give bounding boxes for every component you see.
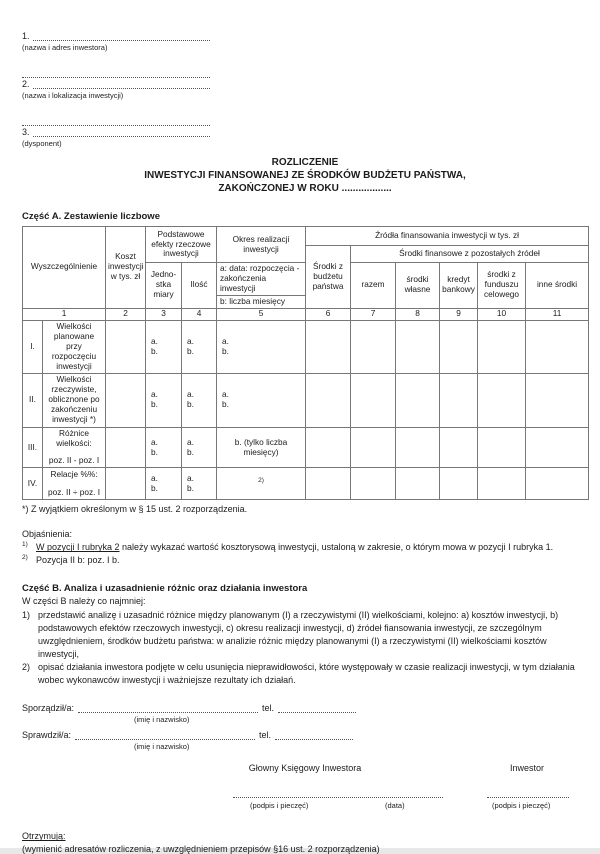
header-okres-group: Okres realizacji inwestycji — [217, 227, 306, 263]
cell-empty — [306, 320, 351, 373]
field-caption: (dysponent) — [22, 139, 62, 148]
fill-in-line — [33, 79, 210, 89]
field-caption: (nazwa i adres inwestora) — [22, 43, 108, 52]
cell-empty — [478, 427, 526, 468]
header-budzet: Środki z budżetu państwa — [306, 246, 351, 309]
header-efekty-group: Podstawowe efekty rzeczowe inwestycji — [146, 227, 217, 263]
cell-empty — [440, 427, 478, 468]
header-okres-a: a: data: rozpoczęcia - zakończenia inwestycji — [217, 263, 305, 296]
item-marker: 1) — [22, 610, 31, 621]
header-zrodla-group: Źródła finansowania inwestycji w tys. zł — [306, 227, 589, 246]
cell-ab — [146, 373, 182, 427]
cell-ab — [146, 320, 182, 373]
cell-empty — [106, 427, 146, 468]
col-number: 3 — [146, 308, 182, 320]
signature-line-right — [487, 797, 569, 798]
fill-in-line — [275, 730, 353, 740]
col-number: 5 — [217, 308, 306, 320]
cell-a: a. — [222, 335, 229, 346]
cell-b: b. — [151, 446, 158, 457]
cell-empty — [351, 468, 396, 500]
row-label-line1: Różnice wielkości: — [56, 427, 92, 448]
cell-empty — [106, 320, 146, 373]
part-b-intro: W części B należy co najmniej: — [22, 596, 146, 607]
cell-empty — [106, 468, 146, 500]
cell-b: b. — [151, 399, 158, 410]
prepared-by-label: Sporządził/a: — [22, 703, 75, 714]
col-number: 6 — [306, 308, 351, 320]
cell-b: b. — [187, 345, 194, 356]
prepared-by-row — [22, 703, 362, 713]
col-number: 9 — [440, 308, 478, 320]
cell-b: b. — [187, 446, 194, 457]
fill-in-line — [33, 31, 210, 41]
field-caption: (nazwa i lokalizacja inwestycji) — [22, 91, 124, 100]
header-fundusz: środki z funduszu celowego — [478, 263, 526, 309]
recipients-heading: Otrzymują: — [22, 831, 66, 842]
header-okres-b: b: liczba miesięcy — [220, 295, 286, 306]
title-line-1: ROZLICZENIE — [271, 157, 339, 168]
part-b-item-text: opisać działania inwestora podjęte w celu usunięcia nieprawidłowości, które występowały w czasie realizacji inwestycji, w tym działania wobec wykonawców inwestycji i ważniejsze rezultaty ich działań. — [38, 662, 575, 686]
title-line-2: INWESTYCJI FINANSOWANEJ ZE ŚRODKÓW BUDŻETU PAŃSTWA, — [144, 170, 466, 181]
part-b-heading: Część B. Analiza i uzasadnienie różnic oraz działania inwestora — [22, 583, 308, 595]
recipients-caption: (wymienić adresatów rozliczenia, z uwzględnieniem przepisów §16 ust. 2 rozporządzenia) — [22, 844, 380, 854]
row-label: Wielkości planowane przy rozpoczęciu inwestycji — [43, 320, 106, 373]
cell-a: a. — [187, 389, 194, 400]
signature-block — [22, 757, 588, 821]
cell-empty — [106, 373, 146, 427]
cell-b: b. — [151, 482, 158, 493]
col-number: 7 — [351, 308, 396, 320]
header-koszt: Koszt inwestycji w tys. zł — [106, 227, 146, 309]
underlined-phrase: W pozycji I rubryka 2 — [36, 542, 120, 553]
cell-b: b. — [187, 399, 194, 410]
title-line-3: ZAKOŃCZONEJ W ROKU .................. — [218, 183, 392, 194]
row-numeral: III. — [23, 427, 43, 468]
row-label-line1: Relacje %%: — [50, 468, 98, 479]
cell-ab — [182, 468, 217, 500]
field-investment-name — [22, 78, 210, 89]
cell-ab — [182, 373, 217, 427]
row-label-line2: poz. II - poz. I — [48, 455, 100, 466]
row-label — [43, 468, 106, 500]
cell-footnote-ref — [217, 468, 306, 500]
cell-empty — [351, 427, 396, 468]
fill-in-line — [33, 127, 210, 137]
row-label — [43, 427, 106, 468]
explanations-heading: Objaśnienia: — [22, 529, 73, 540]
signature-line-left — [233, 797, 443, 798]
cell-ab — [146, 468, 182, 500]
explanation-rest: należy wykazać wartość kosztorysową inwestycji, ustaloną w zakresie, o którym mowa w pozycji I rubryka 1. — [119, 542, 554, 553]
signature-caption: (podpis i pieczęć) — [250, 801, 309, 811]
cell-a: a. — [151, 335, 158, 346]
cell-empty — [440, 320, 478, 373]
cell-empty — [440, 373, 478, 427]
cell-empty — [351, 320, 396, 373]
header-kredyt: kredyt bankowy — [440, 263, 478, 309]
table-row-relations — [23, 468, 589, 500]
header-ilosc: Ilość — [182, 263, 217, 309]
part-b-list — [22, 609, 588, 687]
cell-empty — [396, 427, 440, 468]
header-inne: inne środki — [526, 263, 589, 309]
row-label-line2: poz. II ÷ poz. I — [47, 486, 101, 497]
explanation-item-1 — [22, 541, 588, 554]
date-caption: (data) — [385, 801, 405, 811]
row-numeral: IV. — [23, 468, 43, 500]
fill-in-line — [22, 116, 210, 126]
col-number: 1 — [23, 308, 106, 320]
header-razem: razem — [351, 263, 396, 309]
explanations — [22, 528, 588, 567]
col-number: 2 — [106, 308, 146, 320]
prepared-by-block — [22, 703, 588, 751]
item-marker — [22, 541, 36, 554]
item-marker: 2) — [22, 662, 31, 673]
col-number: 4 — [182, 308, 217, 320]
explanation-text — [36, 541, 553, 554]
header-wyszczegolnienie: Wyszczególnienie — [23, 227, 106, 309]
cell-a: a. — [187, 472, 194, 483]
cell-empty — [306, 468, 351, 500]
part-b-item-2 — [22, 661, 588, 687]
field-number: 3. — [22, 127, 30, 137]
cell-empty — [526, 320, 589, 373]
footnote-marker: 1) — [22, 541, 28, 549]
cell-empty — [478, 468, 526, 500]
cell-empty — [478, 320, 526, 373]
cell-empty — [351, 373, 396, 427]
cell-ab — [182, 427, 217, 468]
col-number: 11 — [526, 308, 589, 320]
summary-table — [22, 226, 589, 500]
header-pozostale-group: Środki finansowe z pozostałych źródeł — [351, 246, 589, 263]
part-b-item-1 — [22, 609, 588, 661]
header-jednostka: Jedno-stka miary — [146, 263, 182, 309]
cell-empty — [306, 373, 351, 427]
cell-a: a. — [151, 436, 158, 447]
cell-empty — [526, 427, 589, 468]
table-row-differences — [23, 427, 589, 468]
fill-in-line — [78, 703, 258, 713]
signature-caption: (podpis i pieczęć) — [492, 801, 551, 811]
cell-ab — [217, 320, 306, 373]
field-number: 1. — [22, 31, 30, 41]
item-marker — [22, 554, 36, 567]
field-number: 2. — [22, 79, 30, 89]
cell-a: a. — [151, 389, 158, 400]
recipients-block — [22, 831, 588, 854]
cell-a: a. — [187, 335, 194, 346]
table-row-actual — [23, 373, 589, 427]
col-number: 10 — [478, 308, 526, 320]
cell-months-only: b. (tylko liczba miesięcy) — [217, 427, 306, 468]
col-number: 8 — [396, 308, 440, 320]
tel-label: tel. — [262, 703, 275, 714]
name-caption: (imię i nazwisko) — [134, 742, 190, 752]
cell-b: b. — [222, 345, 229, 356]
cell-a: a. — [187, 436, 194, 447]
cell-empty — [526, 468, 589, 500]
field-dysponent — [22, 126, 210, 137]
cell-ab — [217, 373, 306, 427]
footnote-marker: 2) — [258, 477, 264, 485]
cell-empty — [526, 373, 589, 427]
chief-accountant-title: Głowny Księgowy Inwestora — [248, 763, 362, 774]
field-investor-name — [22, 30, 210, 41]
checked-by-row — [22, 730, 362, 740]
part-a-heading: Część A. Zestawienie liczbowe — [22, 211, 160, 222]
fill-in-line — [278, 703, 356, 713]
investor-title: Inwestor — [509, 763, 544, 774]
cell-empty — [396, 320, 440, 373]
checked-by-label: Sprawdził/a: — [22, 730, 72, 741]
cell-ab — [146, 427, 182, 468]
header-okres-ab — [217, 263, 306, 309]
cell-empty — [396, 468, 440, 500]
row-numeral: II. — [23, 373, 43, 427]
table-row-planned — [23, 320, 589, 373]
investor-fields — [22, 30, 210, 148]
header-wlasne: środki własne — [396, 263, 440, 309]
explanation-item-2 — [22, 554, 588, 567]
cell-empty — [440, 468, 478, 500]
explanation-text: Pozycja II b: poz. I b. — [36, 555, 120, 566]
cell-a: a. — [151, 472, 158, 483]
name-caption: (imię i nazwisko) — [134, 715, 190, 725]
cell-empty — [478, 373, 526, 427]
fill-in-line — [22, 68, 210, 78]
row-numeral: I. — [23, 320, 43, 373]
fill-in-line — [75, 730, 255, 740]
cell-empty — [306, 427, 351, 468]
part-b-item-text: przedstawić analizę i uzasadnić różnice między planowanym (I) a rzeczywistymi (II) wielkościami, kolejno: a) kosztów inwestycji, b) podstawowych efektów rzeczowych inwestycji, c) okresu realizacji inwestycji, d) źródeł fiansowania inwestycji, ze szczególnym uwzględnieniem, środków budżetu państwa: w analizie różnic między planowanymi (I) a rzeczywistymi (II) wielkościami kosztów inwestycji, — [38, 610, 559, 660]
row-label: Wielkości rzeczywiste, oblicznone po zakończeniu inwestycji *) — [43, 373, 106, 427]
footnote-marker: 2) — [22, 554, 28, 562]
cell-b: b. — [187, 482, 194, 493]
cell-b: b. — [151, 345, 158, 356]
document-title — [22, 156, 588, 195]
cell-ab — [182, 320, 217, 373]
cell-empty — [396, 373, 440, 427]
table-footnote: *) Z wyjątkiem określonym w § 15 ust. 2 rozporządzenia. — [22, 504, 248, 515]
cell-a: a. — [222, 389, 229, 400]
cell-b: b. — [222, 399, 229, 410]
tel-label: tel. — [259, 730, 272, 741]
